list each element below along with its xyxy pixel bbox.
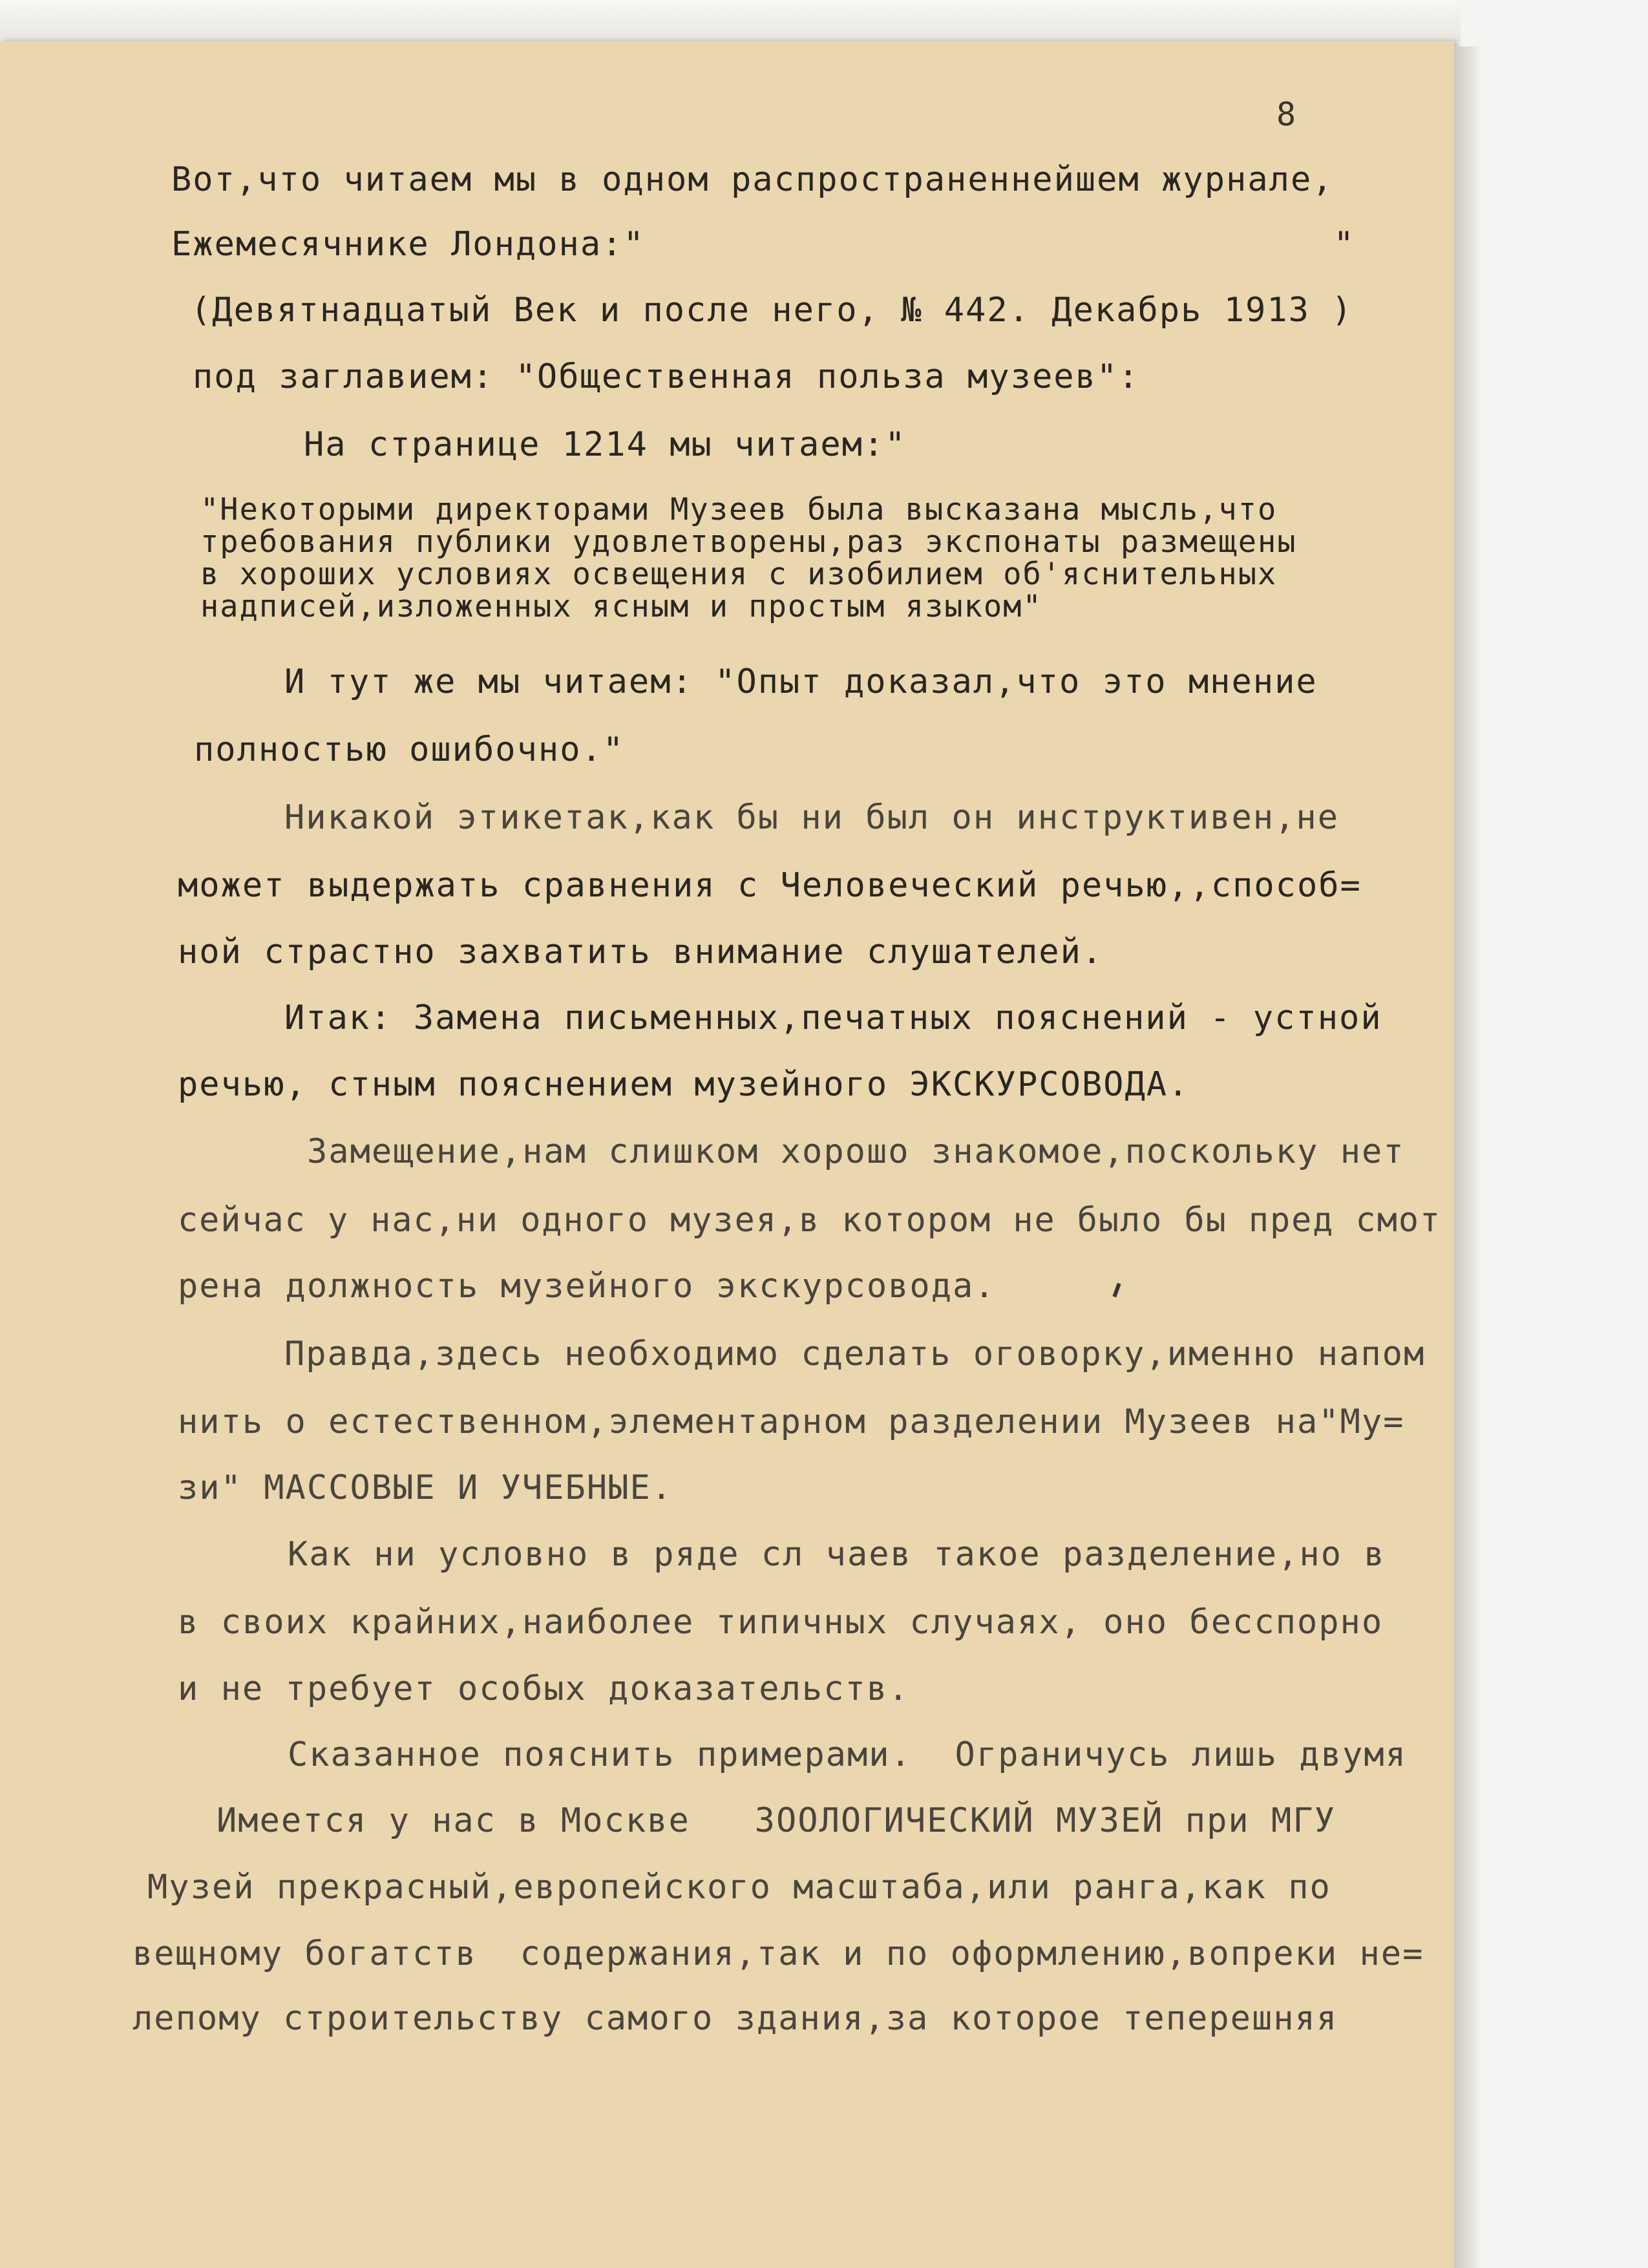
text-line-28: Музей прекрасный,европейского масштаба,или ранга,как по [147,1868,1331,1907]
text-line-30: лепому строительству самого здания,за которое теперешняя [132,1999,1338,2038]
text-line-5: На странице 1214 мы читаем:" [304,425,907,464]
text-line-1: Вот,что читаем мы в одном распространеннейшем журнале, [171,160,1334,199]
text-line-12: Никакой этикетак,как бы ни был он инструктивен,не [284,798,1340,837]
text-line-29: вещному богатств содержания,так и по оформлению,вопреки не= [132,1934,1424,1973]
text-line-4: под заглавием: "Общественная польза музеев": [193,357,1140,396]
text-line-13: может выдержать сравнения с Человеческий речью,,способ= [178,866,1362,905]
text-line-3: (Девятнадцатый Век и после него, № 442. Декабрь 1913 ) [191,291,1353,330]
text-line-25: и не требует особых доказательств. [178,1669,910,1708]
text-line-23: Как ни условно в ряде сл чаев такое разделение,но в [288,1535,1386,1574]
text-line-20: Правда,здесь необходимо сделать оговорку,именно напом [284,1335,1426,1373]
text-line-21: нить о естественном,элементарном разделении Музеев на"Му= [178,1403,1405,1441]
text-line-10: И тут же мы читаем: "Опыт доказал,что это мнение [284,662,1318,701]
quote-line-4: надписей,изложенных ясным и простым языком" [200,589,1042,624]
text-line-2: Ежемесячнике Лондона:" " [171,225,1355,264]
text-line-14: ной страстно захватить внимание слушателей. [178,933,1104,971]
paper-right-edge [1454,47,1480,2268]
text-line-26: Сказанное пояснить примерами. Ограничусь лишь двумя [288,1735,1407,1774]
text-line-11: полностью ошибочно." [194,730,625,769]
background-top [0,0,1461,41]
text-line-17: Замещение,нам слишком хорошо знакомое,поскольку нет [307,1132,1405,1171]
quote-line-1: "Некоторыми директорами Музеев была высказана мысль,что [200,492,1278,527]
text-line-22: зи" МАССОВЫЕ И УЧЕБНЫЕ. [178,1468,673,1507]
quote-line-3: в хороших условиях освещения с изобилием об'яснительных [200,556,1278,592]
text-line-19: рена должность музейного экскурсовода. [178,1267,996,1306]
quote-line-2: требования публики удовлетворены,раз экспонаты размещены [200,524,1297,560]
page-number: 8 [1276,96,1298,133]
text-line-16: речью, стным пояснением музейного ЭКСКУРСОВОДА. [178,1065,1190,1104]
text-line-27: Имеется у нас в Москве ЗООЛОГИЧЕСКИЙ МУЗЕЙ при МГУ [217,1801,1336,1840]
text-line-24: в своих крайних,наиболее типичных случаях, оно бесспорно [178,1603,1384,1642]
text-line-18: сейчас у нас,ни одного музея,в котором не было бы пред смот [178,1201,1442,1240]
text-line-15: Итак: Замена письменных,печатных пояснений - устной [284,999,1382,1037]
